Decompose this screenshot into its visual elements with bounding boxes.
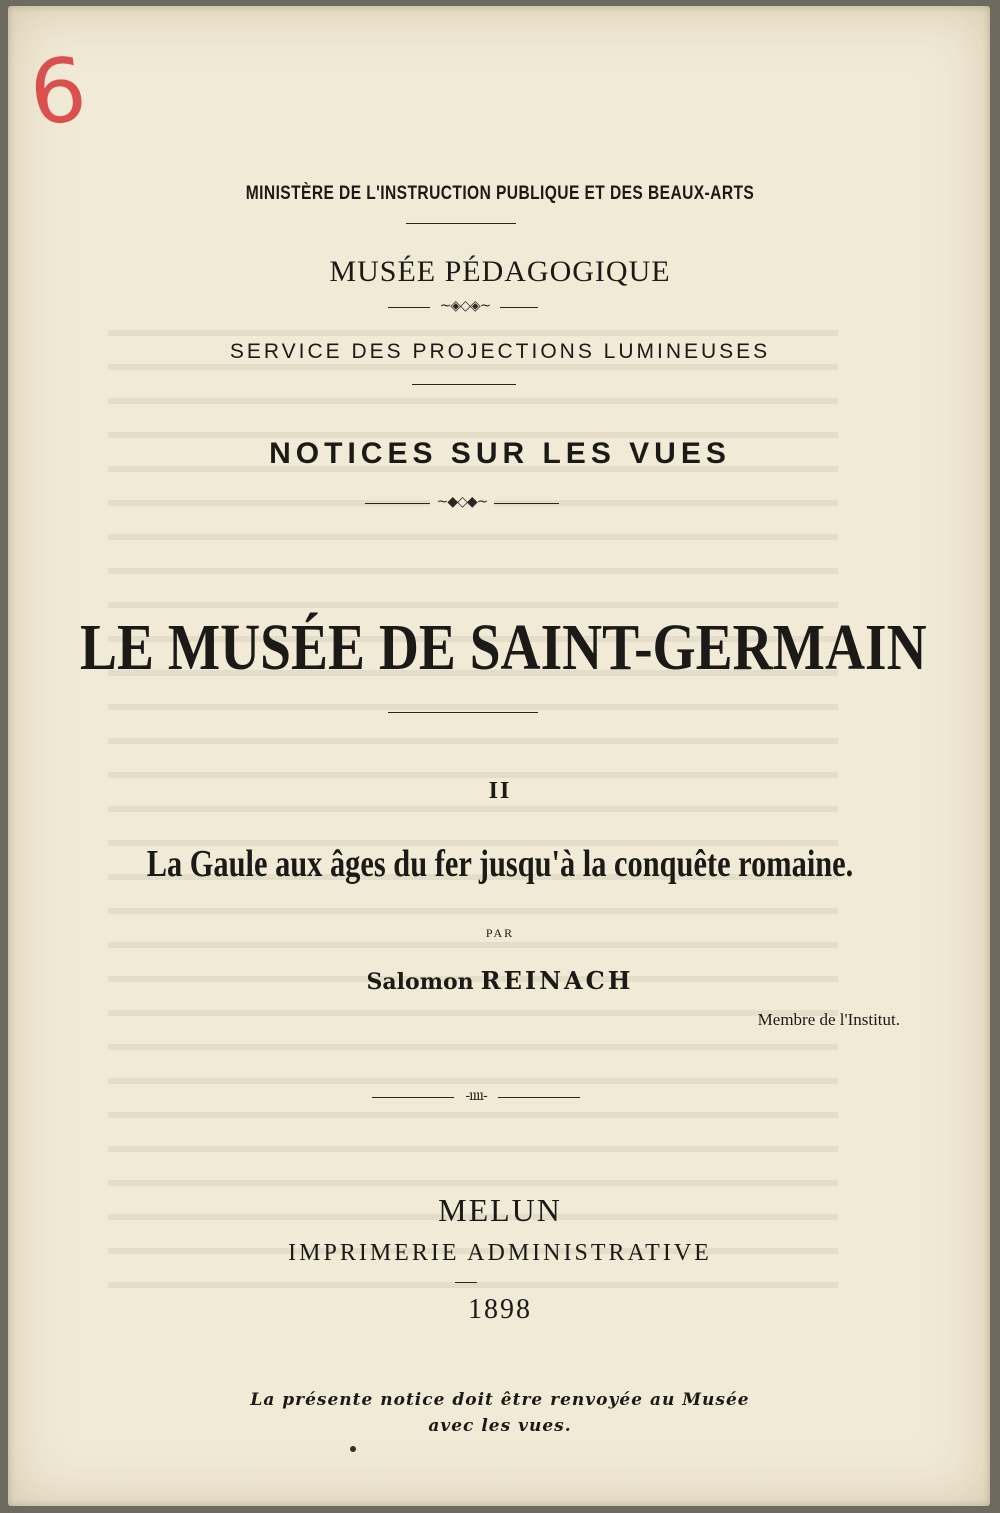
ornament-divider: ~◆◇◆~	[430, 494, 494, 510]
author-first-name: Salomon	[366, 969, 474, 995]
ornament-divider: ~◈◇◈~	[430, 298, 500, 314]
service-heading: SERVICE DES PROJECTIONS LUMINEUSES	[229, 340, 771, 363]
author-affiliation: Membre de l'Institut.	[757, 1010, 900, 1029]
footer-note-line-2: avec les vues.	[428, 1416, 572, 1436]
notices-heading: NOTICES SUR LES VUES	[269, 437, 731, 470]
imprint-year: 1898	[468, 1294, 532, 1325]
divider	[406, 223, 516, 224]
ministry-heading: MINISTÈRE DE L'INSTRUCTION PUBLIQUE ET DES BEAUX-ARTS	[245, 183, 755, 204]
imprint-city: MELUN	[438, 1192, 562, 1228]
subtitle: La Gaule aux âges du fer jusqu'à la conquête romaine.	[146, 843, 854, 885]
divider	[388, 712, 538, 713]
document-page	[8, 6, 990, 1506]
part-number: II	[488, 778, 512, 804]
divider	[455, 1282, 477, 1283]
handwritten-number: 6	[24, 37, 92, 146]
author-last-name: REINACH	[480, 966, 634, 995]
by-label: PAR	[485, 926, 515, 940]
divider	[412, 384, 516, 385]
museum-heading: MUSÉE PÉDAGOGIQUE	[329, 255, 671, 288]
ornament-divider: -ıııı-	[454, 1088, 498, 1104]
author-name	[0, 966, 1000, 995]
imprint-printer: IMPRIMERIE ADMINISTRATIVE	[288, 1240, 712, 1266]
footer-note-line-1: La présente notice doit être renvoyée au Musée	[250, 1390, 750, 1410]
ink-dot	[350, 1446, 356, 1452]
main-title: LE MUSÉE DE SAINT-GERMAIN	[80, 611, 927, 684]
